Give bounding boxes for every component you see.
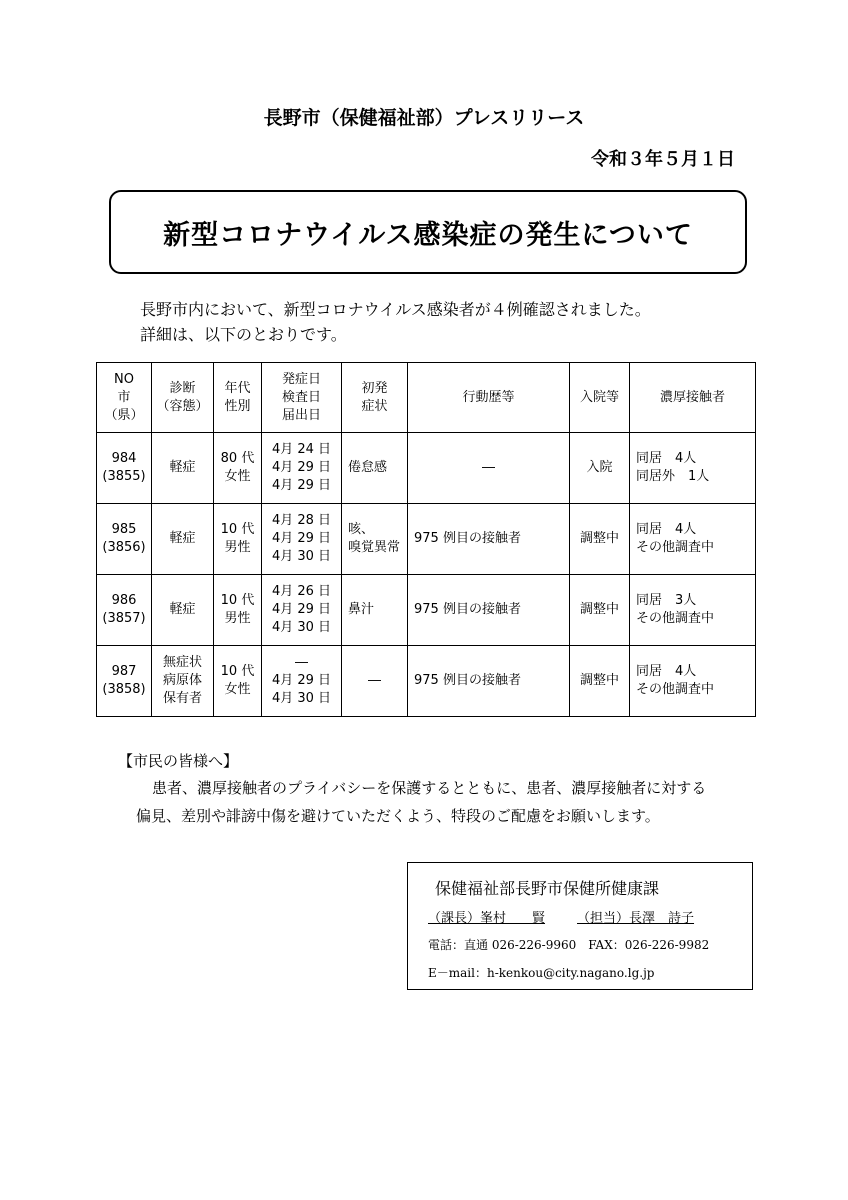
cell-symptoms: 咳、 嗅覚異常 [342,504,408,575]
notice-line-2: 偏見、差別や誹謗中傷を避けていただくよう、特段のご配慮をお願いします。 [136,807,660,825]
cell-dates: 4月 24 日 4月 29 日 4月 29 日 [262,433,342,504]
cell-diagnosis: 無症状 病原体 保有者 [152,646,214,717]
header-no: NO 市 （県） [97,363,152,433]
contact-phone: 電話：直通 026-226-9960 FAX：026-226-9982 [428,938,710,952]
cell-history: 975 例目の接触者 [408,646,570,717]
cell-dates: 4月 28 日 4月 29 日 4月 30 日 [262,504,342,575]
case-table [96,362,756,717]
cell-age-sex: 10 代 男性 [214,504,262,575]
header-history: 行動歴等 [408,363,570,433]
cell-hospital: 入院 [570,433,630,504]
cell-no: 987 (3858) [97,646,152,717]
document-title: 新型コロナウイルス感染症の発生について [109,190,747,274]
cell-history: 975 例目の接触者 [408,504,570,575]
cell-hospital: 調整中 [570,504,630,575]
cell-history: 975 例目の接触者 [408,575,570,646]
cell-symptoms: ― [342,646,408,717]
cell-history: ― [408,433,570,504]
contact-email: E－mail：h-kenkou@city.nagano.lg.jp [428,966,655,980]
press-release-title: 長野市（保健福祉部）プレスリリース [263,107,585,129]
notice-heading: 【市民の皆様へ】 [118,752,239,770]
table-row [97,433,756,504]
contact-department: 保健福祉部長野市保健所健康課 [435,879,660,898]
cell-contacts: 同居 4人 同居外 1人 [630,433,756,504]
cell-hospital: 調整中 [570,575,630,646]
cell-age-sex: 10 代 男性 [214,575,262,646]
release-date: 令和３年５月１日 [591,149,735,170]
cell-contacts: 同居 4人 その他調査中 [630,646,756,717]
cell-contacts: 同居 3人 その他調査中 [630,575,756,646]
cell-no: 986 (3857) [97,575,152,646]
cell-dates: ― 4月 29 日 4月 30 日 [262,646,342,717]
cell-age-sex: 80 代 女性 [214,433,262,504]
cell-diagnosis: 軽症 [152,433,214,504]
header-symptoms: 初発 症状 [342,363,408,433]
header-dates: 発症日 検査日 届出日 [262,363,342,433]
cell-symptoms: 鼻汁 [342,575,408,646]
cell-symptoms: 倦怠感 [342,433,408,504]
cell-no: 985 (3856) [97,504,152,575]
cell-hospital: 調整中 [570,646,630,717]
header-diagnosis: 診断 （容態） [152,363,214,433]
cell-diagnosis: 軽症 [152,575,214,646]
header-hospital: 入院等 [570,363,630,433]
cell-no: 984 (3855) [97,433,152,504]
table-row [97,646,756,717]
contact-person: （担当）長澤 詩子 [577,911,695,926]
cell-dates: 4月 26 日 4月 29 日 4月 30 日 [262,575,342,646]
cell-contacts: 同居 4人 その他調査中 [630,504,756,575]
cell-age-sex: 10 代 女性 [214,646,262,717]
intro-line-1: 長野市内において、新型コロナウイルス感染者が４例確認されました。 [140,300,651,319]
cell-diagnosis: 軽症 [152,504,214,575]
header-contacts: 濃厚接触者 [630,363,756,433]
contact-box [407,862,753,990]
contact-staff [428,907,694,926]
header-age-sex: 年代 性別 [214,363,262,433]
contact-chief: （課長）峯村 賢 [428,911,546,926]
table-row [97,575,756,646]
table-header-row [97,363,756,433]
notice-line-1: 患者、濃厚接触者のプライバシーを保護するとともに、患者、濃厚接触者に対する [152,779,707,797]
intro-line-2: 詳細は、以下のとおりです。 [140,325,347,344]
table-row [97,504,756,575]
